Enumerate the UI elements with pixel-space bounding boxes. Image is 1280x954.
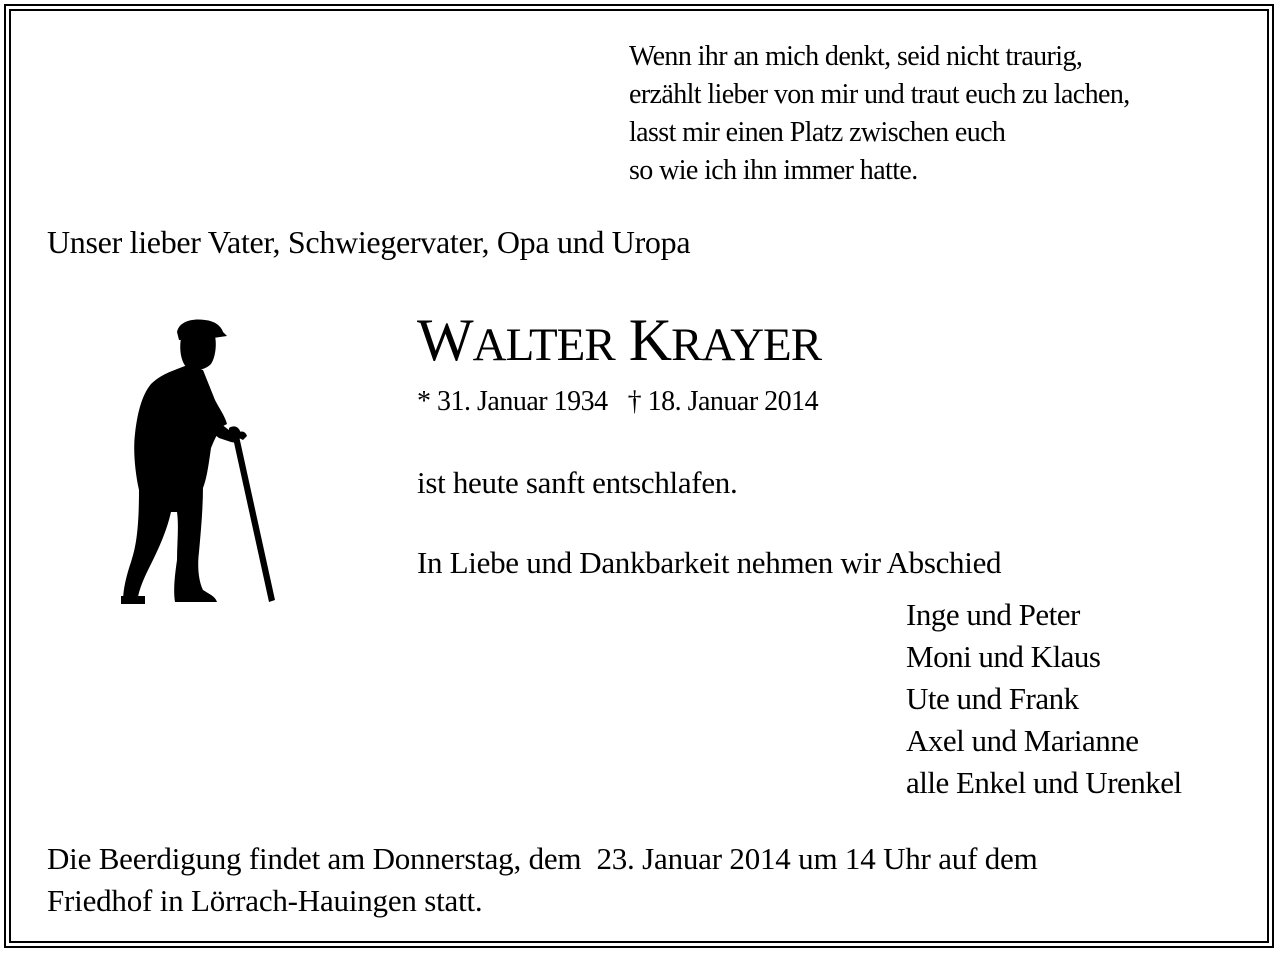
funeral-line: Friedhof in Lörrach-Hauingen statt. <box>47 883 483 918</box>
life-dates <box>417 384 818 420</box>
funeral-notice <box>47 838 1038 922</box>
last-name-rest: RAYER <box>671 319 822 371</box>
poem-line: lasst mir einen Platz zwischen euch <box>629 117 1006 148</box>
farewell-text: In Liebe und Dankbarkeit nehmen wir Abschied <box>417 545 1002 580</box>
intro-text: Unser lieber Vater, Schwiegervater, Opa und Uropa <box>47 224 691 260</box>
funeral-line: Die Beerdigung findet am Donnerstag, dem 23. Januar 2014 um 14 Uhr auf dem <box>47 841 1038 876</box>
birth-date: * 31. Januar 1934 <box>417 386 608 417</box>
poem-line: so wie ich ihn immer hatte. <box>629 155 918 186</box>
poem-line: erzählt lieber von mir und traut euch zu lachen, <box>629 79 1130 110</box>
mourner-entry: Moni und Klaus <box>906 639 1101 674</box>
last-name-initial: K <box>628 307 672 373</box>
mourner-entry: alle Enkel und Urenkel <box>906 765 1182 800</box>
death-date: † 18. Januar 2014 <box>627 386 819 417</box>
poem <box>629 38 1130 190</box>
mourner-entry: Ute und Frank <box>906 681 1079 716</box>
poem-line: Wenn ihr an mich denkt, seid nicht traurig, <box>629 41 1083 72</box>
mourner-entry: Inge und Peter <box>906 597 1080 632</box>
first-name-initial: W <box>417 307 473 373</box>
mourners-list <box>906 594 1182 804</box>
announcement-text: ist heute sanft entschlafen. <box>417 465 738 500</box>
elderly-man-with-cane-silhouette-icon <box>115 312 290 610</box>
mourner-entry: Axel und Marianne <box>906 723 1139 758</box>
first-name-rest: ALTER <box>472 319 615 371</box>
deceased-name <box>417 302 821 383</box>
